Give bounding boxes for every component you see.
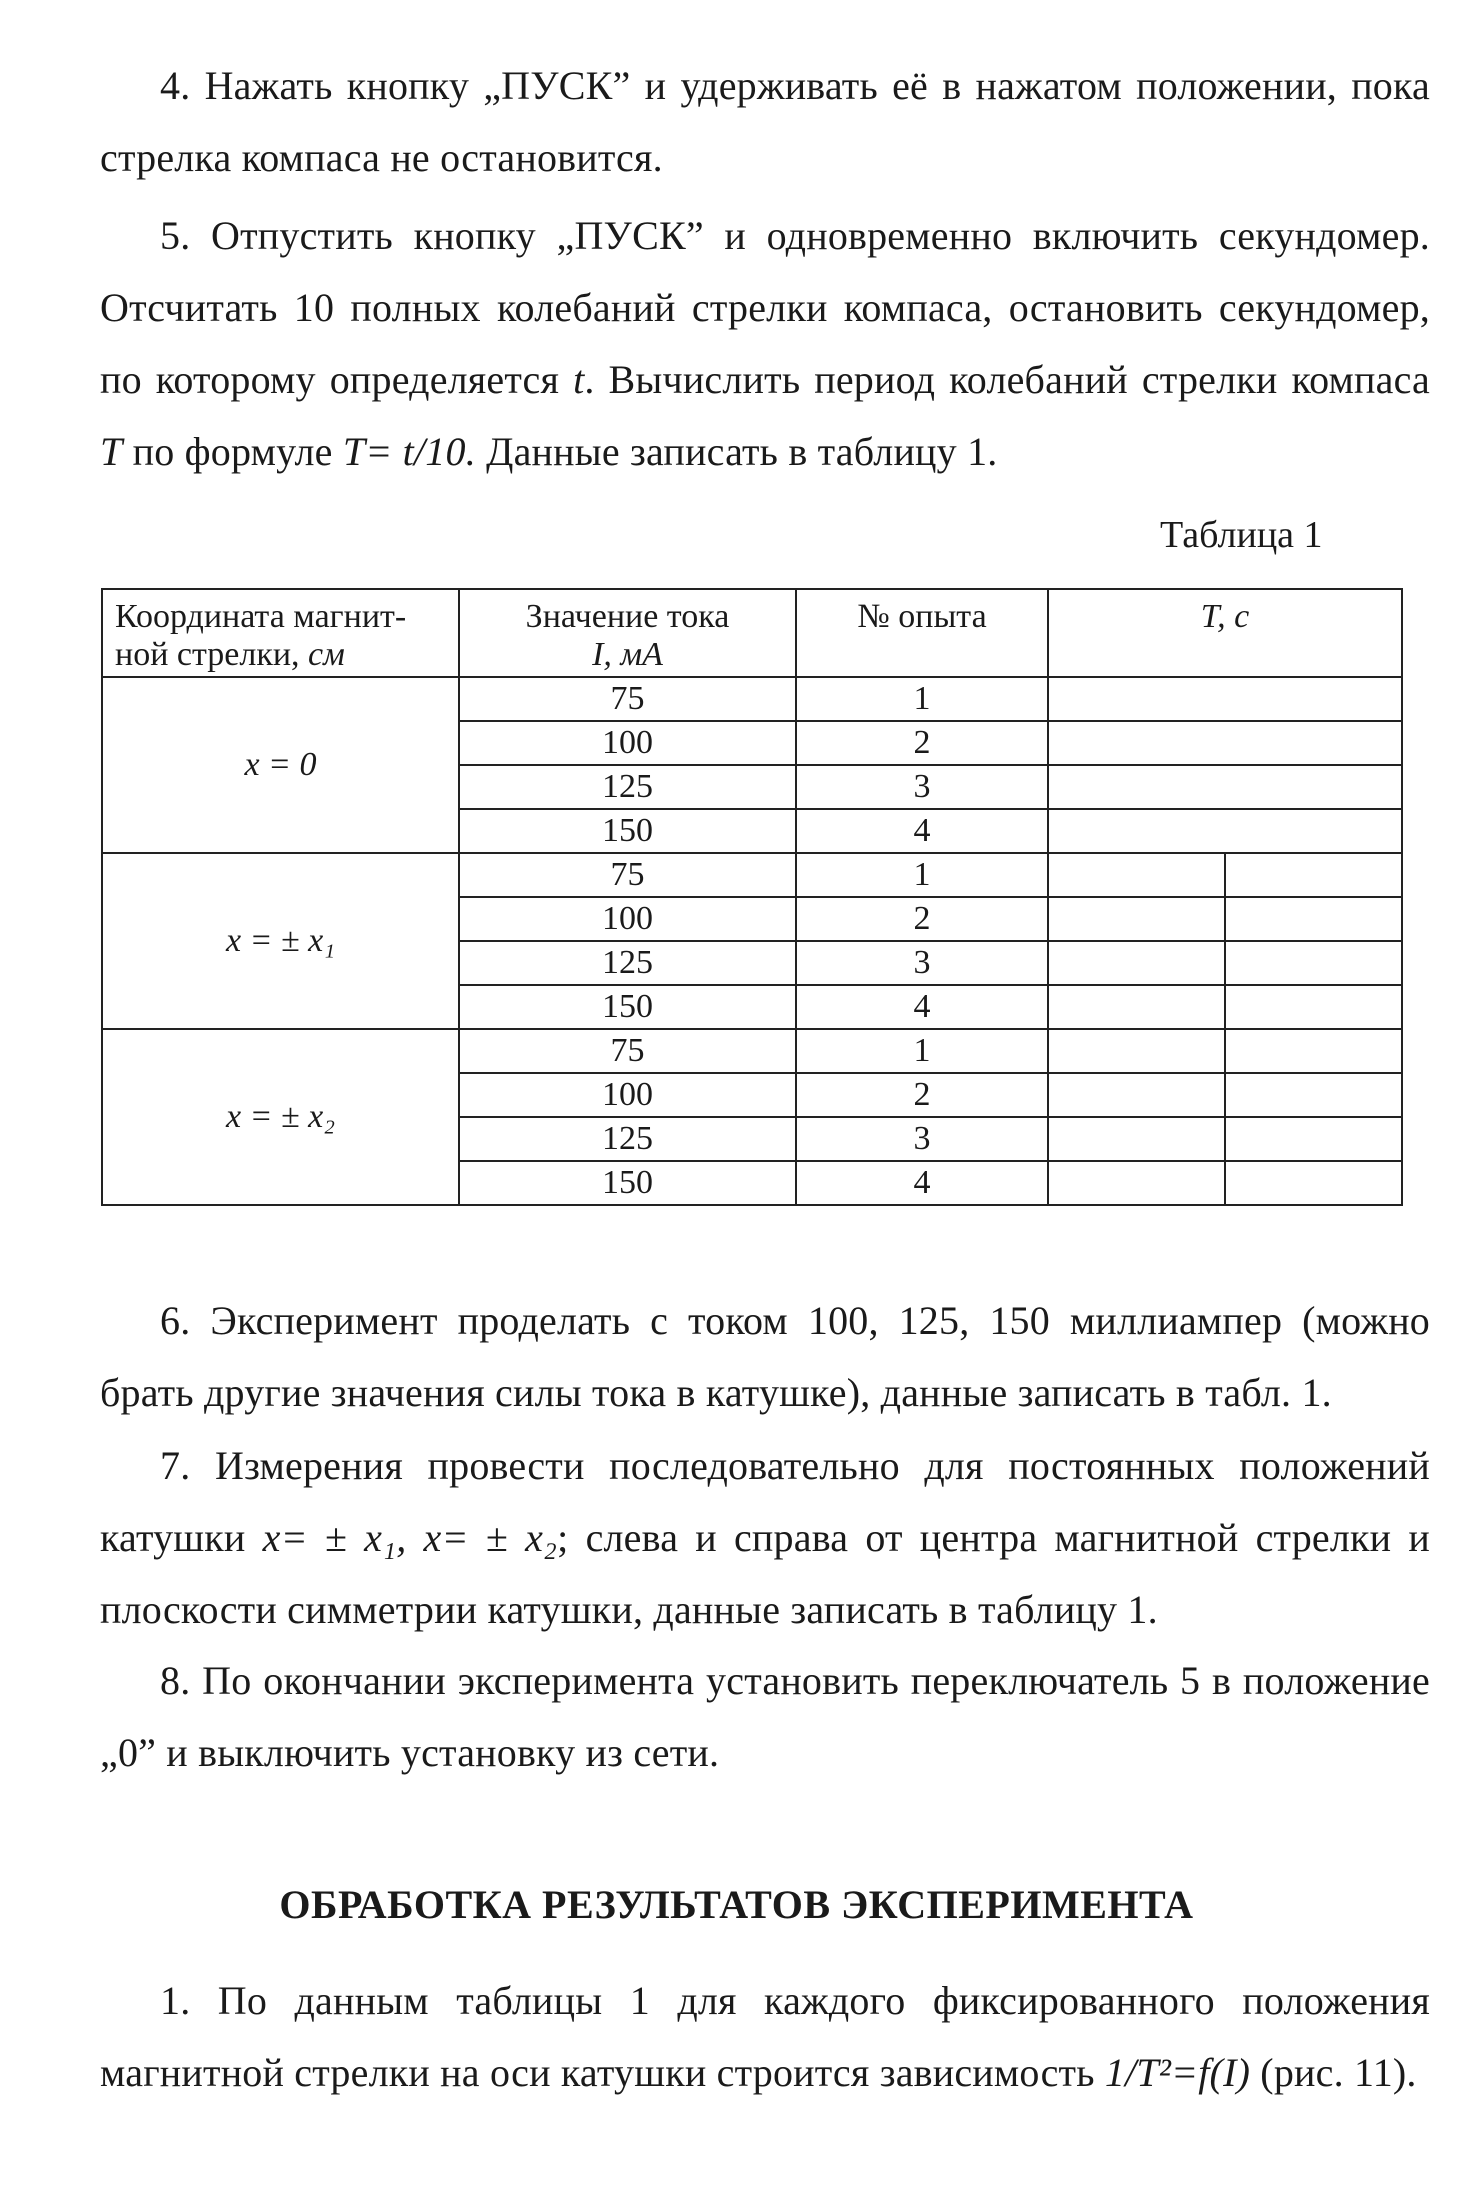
step-5-text-b: . Вычислить период колебаний стрелки компаса bbox=[584, 357, 1430, 402]
period-cell-right[interactable] bbox=[1225, 853, 1402, 897]
current-cell: 150 bbox=[459, 809, 796, 853]
period-cell-right[interactable] bbox=[1225, 1117, 1402, 1161]
current-cell: 100 bbox=[459, 1073, 796, 1117]
paragraph-step-7 bbox=[100, 1430, 1430, 1646]
table-row bbox=[102, 1029, 1402, 1073]
period-cell[interactable] bbox=[1048, 677, 1402, 721]
paragraph-step-4 bbox=[100, 50, 1430, 194]
paragraph-step-6 bbox=[100, 1285, 1430, 1429]
step-5-text-a: 5. Отпустить кнопку „ПУСК” и одновременно включить секундомер. Отсчитать 10 полных колебаний стрелки компаса, остановить секундомер, по которому определяется bbox=[100, 213, 1430, 402]
paragraph-step-8 bbox=[100, 1645, 1430, 1789]
paragraph-results-1 bbox=[100, 1965, 1430, 2109]
header-trial-number: № опыта bbox=[796, 589, 1048, 677]
coordinate-cell: x = ± x₁ bbox=[102, 853, 459, 1029]
current-cell: 150 bbox=[459, 985, 796, 1029]
coordinate-cell: x = 0 bbox=[102, 677, 459, 853]
header-coordinate-line1: Координата магнит- bbox=[115, 598, 407, 635]
header-coordinate-line2: ной стрелки, bbox=[115, 636, 309, 673]
var-T: T bbox=[100, 429, 123, 474]
step-5-text-d: Данные записать в таблицу 1. bbox=[475, 429, 998, 474]
trial-cell: 2 bbox=[796, 897, 1048, 941]
period-cell-left[interactable] bbox=[1048, 1073, 1225, 1117]
current-cell: 100 bbox=[459, 721, 796, 765]
current-cell: 125 bbox=[459, 765, 796, 809]
table-row bbox=[102, 677, 1402, 721]
current-cell: 75 bbox=[459, 853, 796, 897]
period-cell[interactable] bbox=[1048, 765, 1402, 809]
period-cell-left[interactable] bbox=[1048, 897, 1225, 941]
results-table bbox=[101, 588, 1403, 1206]
header-period bbox=[1048, 589, 1402, 677]
current-cell: 125 bbox=[459, 1117, 796, 1161]
period-cell-left[interactable] bbox=[1048, 1029, 1225, 1073]
trial-cell: 4 bbox=[796, 1161, 1048, 1205]
period-cell-left[interactable] bbox=[1048, 985, 1225, 1029]
period-cell-right[interactable] bbox=[1225, 985, 1402, 1029]
results-1-text-a: 1. По данным таблицы 1 для каждого фиксированного положения магнитной стрелки на оси катушки строится зависимость bbox=[100, 1978, 1430, 2095]
paragraph-step-5 bbox=[100, 200, 1430, 488]
table-row bbox=[102, 853, 1402, 897]
trial-cell: 3 bbox=[796, 1117, 1048, 1161]
section-heading: ОБРАБОТКА РЕЗУЛЬТАТОВ ЭКСПЕРИМЕНТА bbox=[279, 1882, 1194, 1927]
step-5-text-c: по формуле bbox=[122, 429, 343, 474]
trial-cell: 2 bbox=[796, 721, 1048, 765]
coil-positions-formula: x= ± x₁, x= ± x₂ bbox=[262, 1515, 558, 1560]
period-cell-right[interactable] bbox=[1225, 897, 1402, 941]
header-current-line2: I, мА bbox=[592, 636, 663, 673]
header-period-label: T, с bbox=[1200, 598, 1250, 635]
step-6-text: 6. Эксперимент проделать с током 100, 125, 150 миллиампер (можно брать другие значения силы тока в катушке), данные записать в табл. 1. bbox=[100, 1298, 1430, 1415]
step-7-text-b: ; слева и справа от центра магнитной стрелки и плоскости симметрии катушки, данные записать в таблицу 1. bbox=[100, 1515, 1430, 1632]
coordinate-cell: x = ± x₂ bbox=[102, 1029, 459, 1205]
current-cell: 125 bbox=[459, 941, 796, 985]
trial-cell: 3 bbox=[796, 941, 1048, 985]
header-coordinate-unit: см bbox=[308, 636, 345, 673]
period-cell-right[interactable] bbox=[1225, 1073, 1402, 1117]
period-cell-left[interactable] bbox=[1048, 853, 1225, 897]
step-8-text: 8. По окончании эксперимента установить переключатель 5 в положение „0” и выключить установку из сети. bbox=[100, 1658, 1430, 1775]
results-table-wrapper bbox=[101, 588, 1403, 1206]
results-1-text-b: (рис. 11). bbox=[1250, 2050, 1417, 2095]
trial-cell: 1 bbox=[796, 677, 1048, 721]
header-coordinate bbox=[102, 589, 459, 677]
period-cell-left[interactable] bbox=[1048, 941, 1225, 985]
trial-cell: 2 bbox=[796, 1073, 1048, 1117]
trial-cell: 4 bbox=[796, 809, 1048, 853]
period-formula: T= t/10. bbox=[342, 429, 476, 474]
current-cell: 75 bbox=[459, 1029, 796, 1073]
current-cell: 75 bbox=[459, 677, 796, 721]
period-cell-left[interactable] bbox=[1048, 1161, 1225, 1205]
period-cell-left[interactable] bbox=[1048, 1117, 1225, 1161]
period-cell[interactable] bbox=[1048, 721, 1402, 765]
trial-cell: 1 bbox=[796, 1029, 1048, 1073]
step-7-text-a: 7. Измерения провести последовательно для постоянных положений катушки bbox=[100, 1443, 1430, 1560]
header-current bbox=[459, 589, 796, 677]
header-current-line1: Значение тока bbox=[525, 598, 730, 635]
table-header-row bbox=[102, 589, 1402, 677]
current-cell: 100 bbox=[459, 897, 796, 941]
period-cell-right[interactable] bbox=[1225, 1029, 1402, 1073]
trial-cell: 4 bbox=[796, 985, 1048, 1029]
step-4-text: 4. Нажать кнопку „ПУСК” и удерживать её в нажатом положении, пока стрелка компаса не остановится. bbox=[100, 63, 1430, 180]
current-cell: 150 bbox=[459, 1161, 796, 1205]
period-cell-right[interactable] bbox=[1225, 941, 1402, 985]
period-cell[interactable] bbox=[1048, 809, 1402, 853]
dependency-formula: 1/T²=f(I) bbox=[1104, 2050, 1251, 2095]
trial-cell: 3 bbox=[796, 765, 1048, 809]
var-t: t bbox=[573, 357, 585, 402]
trial-cell: 1 bbox=[796, 853, 1048, 897]
period-cell-right[interactable] bbox=[1225, 1161, 1402, 1205]
table-caption: Таблица 1 bbox=[1160, 514, 1323, 556]
